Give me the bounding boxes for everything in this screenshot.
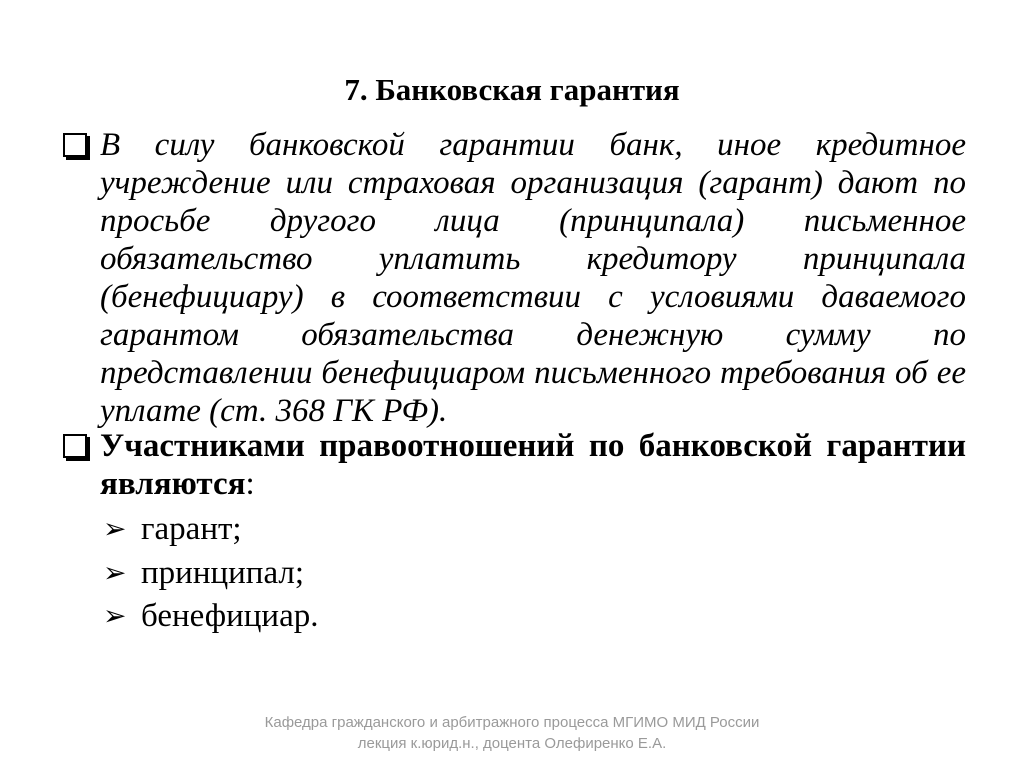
- participant-label: бенефициар.: [141, 598, 319, 634]
- slide-title: 7. Банковская гарантия: [344, 72, 680, 107]
- paragraph-participants: [100, 427, 966, 503]
- arrowhead-icon: ➢: [103, 599, 127, 632]
- participants-heading-colon: :: [245, 466, 255, 502]
- participant-label: принципал;: [141, 554, 305, 591]
- arrowhead-icon: ➢: [103, 512, 127, 545]
- slide-footer: [0, 712, 1024, 754]
- list-item: [103, 510, 318, 554]
- checkbox-square-icon: [63, 133, 87, 157]
- footer-department: Кафедра гражданского и арбитражного процесса МГИМО МИД России: [264, 714, 760, 731]
- participant-label: гарант;: [141, 511, 242, 547]
- checkbox-square-icon: [63, 434, 87, 458]
- arrowhead-icon: ➢: [103, 555, 127, 589]
- list-item: [103, 597, 318, 641]
- footer-lecturer: лекция к.юрид.н., доцента Олефиренко Е.А.: [357, 735, 667, 752]
- list-item: [103, 554, 318, 598]
- paragraph-definition: В силу банковской гарантии банк, иное кредитное учреждение или страховая организация (гарант) дают по просьбе другого лица (принципала) письменное обязательство уплатить кредитору принципала (бенефициару) в соответствии с условиями даваемого гарантом обязательства денежную сумму по представлении бенефициаром письменного требования об ее уплате (ст. 368 ГК РФ).: [100, 127, 966, 429]
- participants-heading: Участниками правоотношений по банковской гарантии являются: [100, 428, 966, 502]
- participants-list: [103, 510, 318, 641]
